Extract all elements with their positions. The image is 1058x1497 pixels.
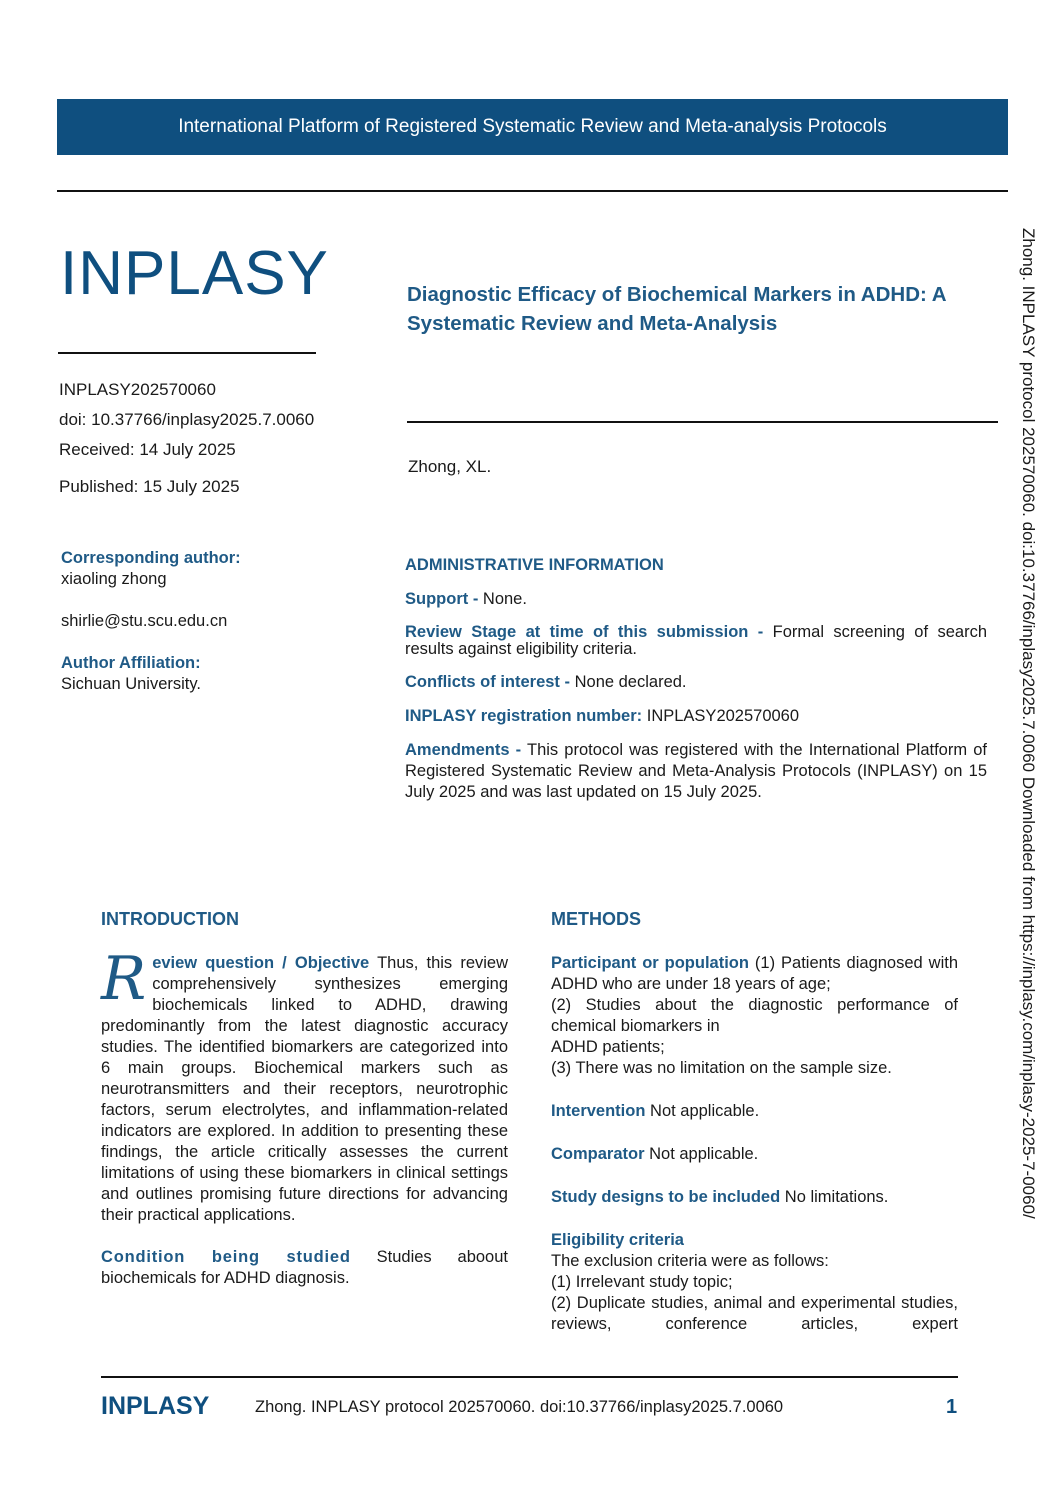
- received-date: Received: 14 July 2025: [59, 440, 236, 459]
- eligibility-label: Eligibility criteria: [551, 1231, 684, 1249]
- published-date: Published: 15 July 2025: [59, 477, 240, 496]
- amendments: [405, 740, 987, 803]
- support-label: Support -: [405, 590, 479, 608]
- support-value: None.: [478, 590, 527, 608]
- participants-label: Participant or population: [551, 954, 749, 972]
- intervention-value: Not applicable.: [645, 1102, 760, 1120]
- top-divider: [57, 190, 1008, 192]
- methods-heading: METHODS: [551, 909, 641, 929]
- administrative-information: [405, 555, 987, 803]
- conflicts-value: None declared.: [570, 673, 687, 691]
- page-number: 1: [946, 1396, 958, 1418]
- study-designs-value: No limitations.: [780, 1188, 889, 1206]
- participants-line2: (2) Studies about the diagnostic performance of chemical biomarkers in: [551, 996, 958, 1035]
- amendments-value: This protocol was registered with the International Platform of Registered Systematic Review and Meta-Analysis Protocols (INPLASY) on 15 July 2025 and was last updated on 15 July 2025.: [405, 741, 987, 801]
- introduction-body: [101, 944, 508, 1289]
- banner-text: International Platform of Registered Systematic Review and Meta-analysis Protocols: [178, 116, 887, 137]
- affiliation-value: Sichuan University.: [61, 675, 202, 693]
- vertical-citation: Zhong. INPLASY protocol 202570060. doi:10.37766/inplasy2025.7.0060 Downloaded from https://inplasy.com/inplasy-2025-7-0060/: [1019, 228, 1038, 1219]
- registration-value: INPLASY202570060: [642, 707, 800, 725]
- condition-value: Studies aboout biochemicals for ADHD diagnosis.: [101, 1248, 508, 1287]
- footer-divider: [101, 1376, 958, 1378]
- comparator-value: Not applicable.: [644, 1145, 759, 1163]
- review-stage: [405, 624, 987, 658]
- review-stage-label: Review Stage at time of this submission -: [405, 623, 764, 641]
- registration-label: INPLASY registration number:: [405, 707, 643, 725]
- review-question-value: Thus, this review comprehensively synthesizes emerging biochemicals linked to ADHD, drawing predominantly from the latest diagnostic accuracy studies. The identified biomarkers are categorized into 6 main groups. Biochemical markers such as neurotransmitters and their receptors, neurotrophic factors, serum electrolytes, and inflammation-related indicators are explored. In addition to presenting these findings, the article critically assesses the current limitations of using these biomarkers in clinical settings and outlines promising future directions for advancing their practical applications.: [101, 954, 508, 1224]
- footer-brand: INPLASY: [101, 1392, 210, 1420]
- protocol-id: INPLASY202570060: [59, 380, 216, 399]
- title-divider: [407, 421, 998, 423]
- condition-label: Condition being studied: [101, 1248, 351, 1266]
- review-question-label: eview question / Objective: [152, 954, 370, 972]
- comparator-label: Comparator: [551, 1145, 645, 1163]
- amendments-label: Amendments -: [405, 741, 522, 759]
- intervention-label: Intervention: [551, 1102, 646, 1120]
- corresponding-author: [61, 548, 361, 695]
- condition-studied: [101, 1247, 508, 1289]
- review-question: [101, 944, 508, 1226]
- affiliation-label: Author Affiliation:: [61, 654, 201, 672]
- study-designs: [551, 1187, 958, 1208]
- eligibility-line2: (1) Irrelevant study topic;: [551, 1273, 733, 1291]
- article-title: Diagnostic Efficacy of Biochemical Markers in ADHD: A Systematic Review and Meta-Analysis: [407, 283, 946, 335]
- participants-line4: (3) There was no limitation on the sample size.: [551, 1059, 892, 1077]
- admin-heading: ADMINISTRATIVE INFORMATION: [405, 556, 664, 574]
- doi: doi: 10.37766/inplasy2025.7.0060: [59, 410, 315, 429]
- dropcap-letter: R: [101, 944, 147, 1014]
- support: [405, 589, 987, 610]
- brand-divider: [58, 352, 316, 354]
- participants-line1: (1) Patients diagnosed with ADHD who are under 18 years of age;: [551, 954, 958, 993]
- review-stage-value: Formal screening of search results against eligibility criteria.: [405, 623, 987, 658]
- introduction-heading: INTRODUCTION: [101, 909, 239, 929]
- conflicts-label: Conflicts of interest -: [405, 673, 571, 691]
- authors: Zhong, XL.: [408, 457, 492, 476]
- conflicts: [405, 672, 987, 693]
- participants-line3: ADHD patients;: [551, 1038, 665, 1056]
- study-designs-label: Study designs to be included: [551, 1188, 781, 1206]
- corresponding-label: Corresponding author:: [61, 549, 241, 567]
- footer-citation: Zhong. INPLASY protocol 202570060. doi:10.37766/inplasy2025.7.0060: [255, 1398, 784, 1416]
- intervention: [551, 1101, 958, 1122]
- brand-logo: INPLASY: [60, 239, 329, 308]
- participants: [551, 953, 958, 995]
- header-banner: [57, 99, 1008, 155]
- comparator: [551, 1144, 958, 1165]
- corresponding-name: xiaoling zhong: [61, 570, 167, 588]
- eligibility-line3: (2) Duplicate studies, animal and experimental studies, reviews, conference articles, expert: [551, 1294, 958, 1333]
- methods-body: [551, 953, 958, 1335]
- eligibility-line1: The exclusion criteria were as follows:: [551, 1252, 829, 1270]
- registration-number: [405, 706, 987, 727]
- corresponding-email: shirlie@stu.scu.edu.cn: [61, 612, 228, 630]
